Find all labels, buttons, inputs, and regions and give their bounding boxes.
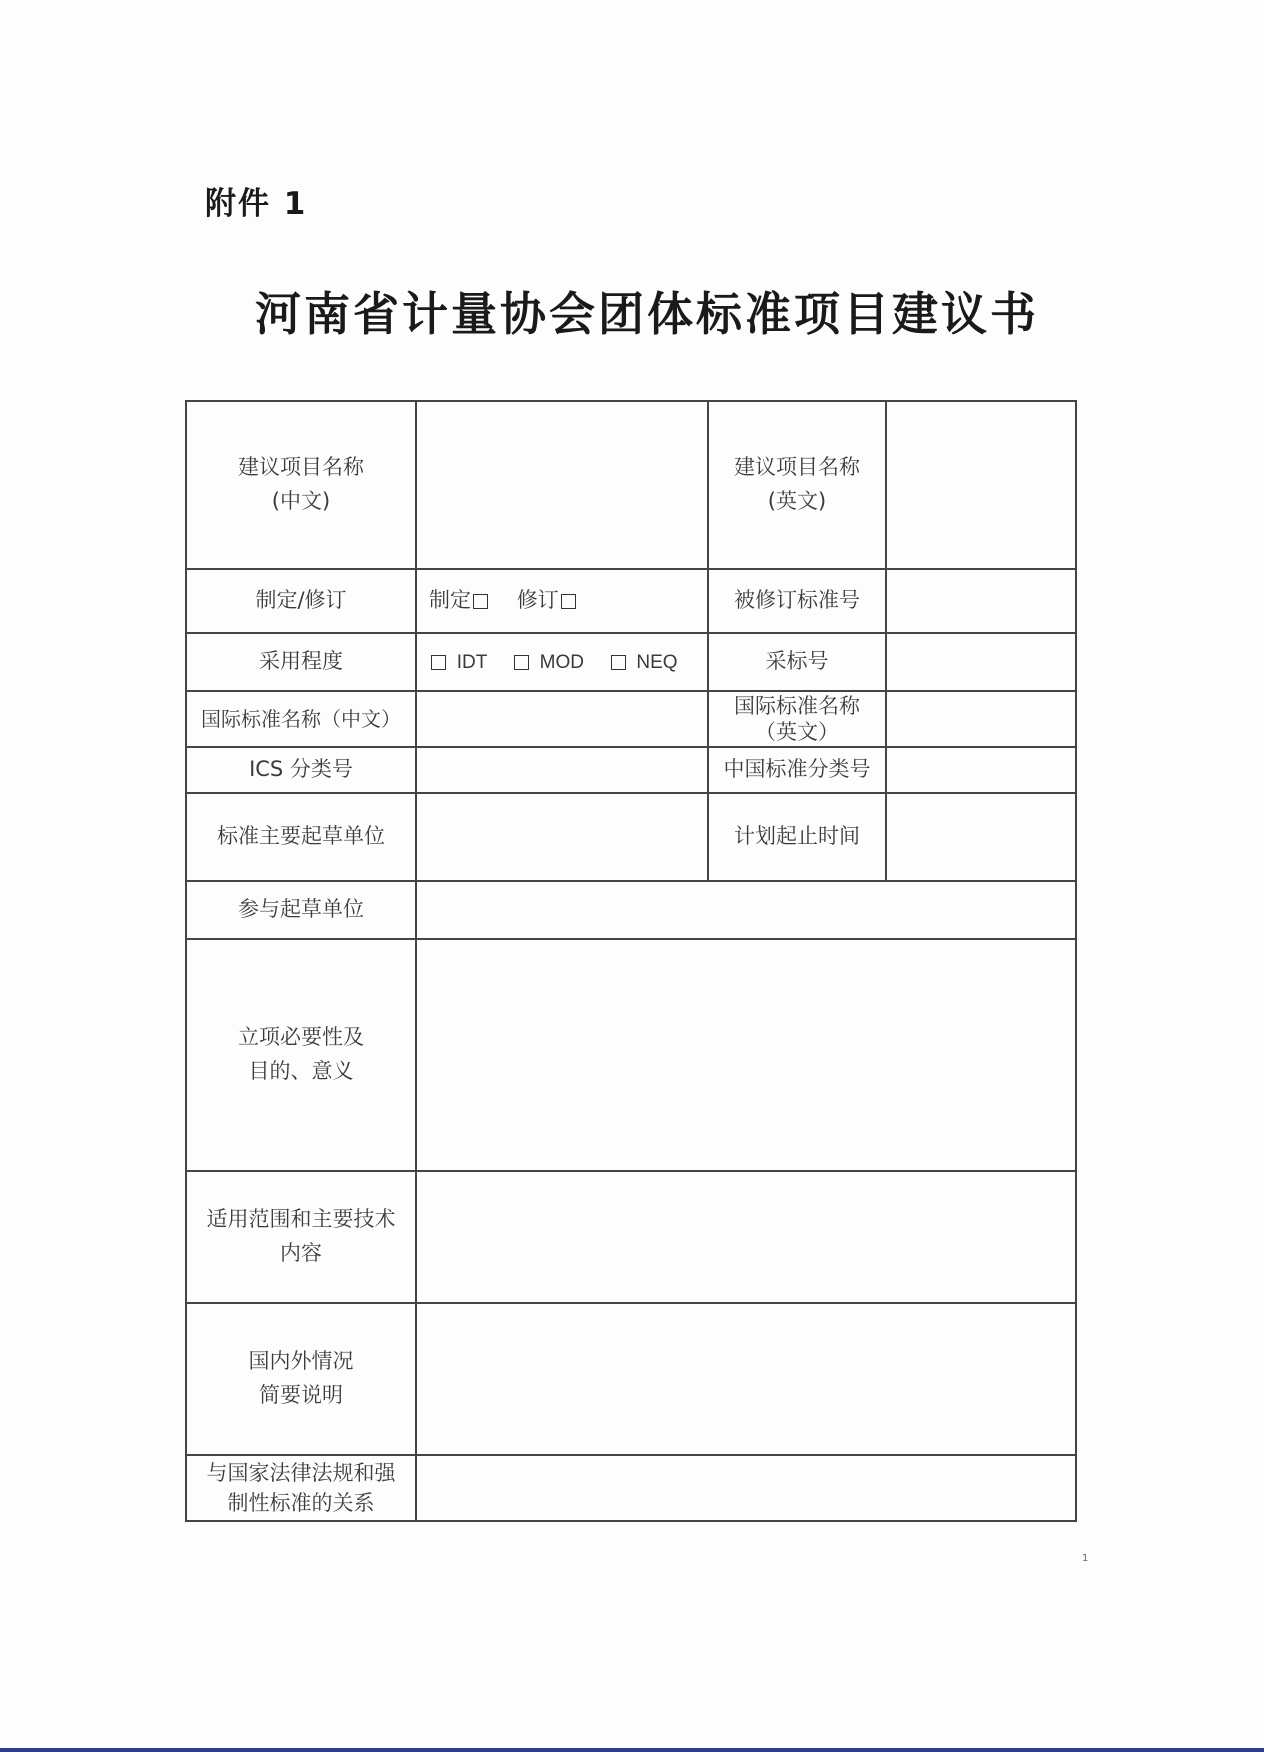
scan-edge	[0, 1748, 1264, 1752]
option-formulate[interactable]: 制定	[429, 588, 492, 612]
formulate-checkbox[interactable]	[473, 594, 488, 609]
row-domestic-intl	[186, 1303, 1076, 1455]
formulate-revise-options	[416, 569, 708, 633]
revise-checkbox[interactable]	[561, 594, 576, 609]
domestic-intl-label: 国内外情况 简要说明	[186, 1303, 416, 1455]
laws-relation-field[interactable]	[416, 1455, 1076, 1521]
row-scope	[186, 1171, 1076, 1303]
row-intl-std-name	[186, 691, 1076, 747]
row-classification	[186, 747, 1076, 793]
project-name-cn-field[interactable]	[416, 401, 708, 569]
row-formulate-revise	[186, 569, 1076, 633]
necessity-label: 立项必要性及 目的、意义	[186, 939, 416, 1171]
adopted-std-field[interactable]	[886, 633, 1076, 691]
document-title: 河南省计量协会团体标准项目建议书	[255, 287, 1039, 341]
formulate-revise-label: 制定/修订	[186, 569, 416, 633]
option-idt[interactable]: IDT	[429, 649, 487, 673]
option-mod[interactable]: MOD	[512, 649, 584, 673]
plan-time-label: 计划起止时间	[708, 793, 886, 881]
intl-std-name-en-field[interactable]	[886, 691, 1076, 747]
main-drafting-unit-field[interactable]	[416, 793, 708, 881]
adoption-degree-options	[416, 633, 708, 691]
page-number: 1	[1082, 1553, 1089, 1564]
intl-std-name-en-label: 国际标准名称 （英文）	[708, 691, 886, 747]
row-project-name	[186, 401, 1076, 569]
ics-label: ICS 分类号	[186, 747, 416, 793]
intl-std-name-cn-field[interactable]	[416, 691, 708, 747]
participating-units-field[interactable]	[416, 881, 1076, 939]
revised-std-label: 被修订标准号	[708, 569, 886, 633]
main-drafting-unit-label: 标准主要起草单位	[186, 793, 416, 881]
idt-checkbox[interactable]	[431, 655, 446, 670]
project-name-en-field[interactable]	[886, 401, 1076, 569]
row-participating-units	[186, 881, 1076, 939]
row-adoption-degree	[186, 633, 1076, 691]
row-necessity	[186, 939, 1076, 1171]
ccs-field[interactable]	[886, 747, 1076, 793]
option-revise[interactable]: 修订	[517, 588, 580, 612]
revised-std-field[interactable]	[886, 569, 1076, 633]
project-name-en-label: 建议项目名称 (英文)	[708, 401, 886, 569]
scope-field[interactable]	[416, 1171, 1076, 1303]
adopted-std-label: 采标号	[708, 633, 886, 691]
mod-checkbox[interactable]	[514, 655, 529, 670]
participating-units-label: 参与起草单位	[186, 881, 416, 939]
ics-field[interactable]	[416, 747, 708, 793]
row-laws-relation	[186, 1455, 1076, 1521]
attachment-label: 附件 1	[205, 186, 308, 222]
row-drafting	[186, 793, 1076, 881]
neq-checkbox[interactable]	[611, 655, 626, 670]
necessity-field[interactable]	[416, 939, 1076, 1171]
scope-label: 适用范围和主要技术 内容	[186, 1171, 416, 1303]
domestic-intl-field[interactable]	[416, 1303, 1076, 1455]
proposal-form-table	[185, 400, 1077, 1522]
project-name-cn-label: 建议项目名称 (中文)	[186, 401, 416, 569]
laws-relation-label: 与国家法律法规和强 制性标准的关系	[186, 1455, 416, 1521]
intl-std-name-cn-label: 国际标准名称（中文）	[186, 691, 416, 747]
ccs-label: 中国标准分类号	[708, 747, 886, 793]
option-neq[interactable]: NEQ	[609, 649, 678, 673]
adoption-degree-label: 采用程度	[186, 633, 416, 691]
plan-time-field[interactable]	[886, 793, 1076, 881]
